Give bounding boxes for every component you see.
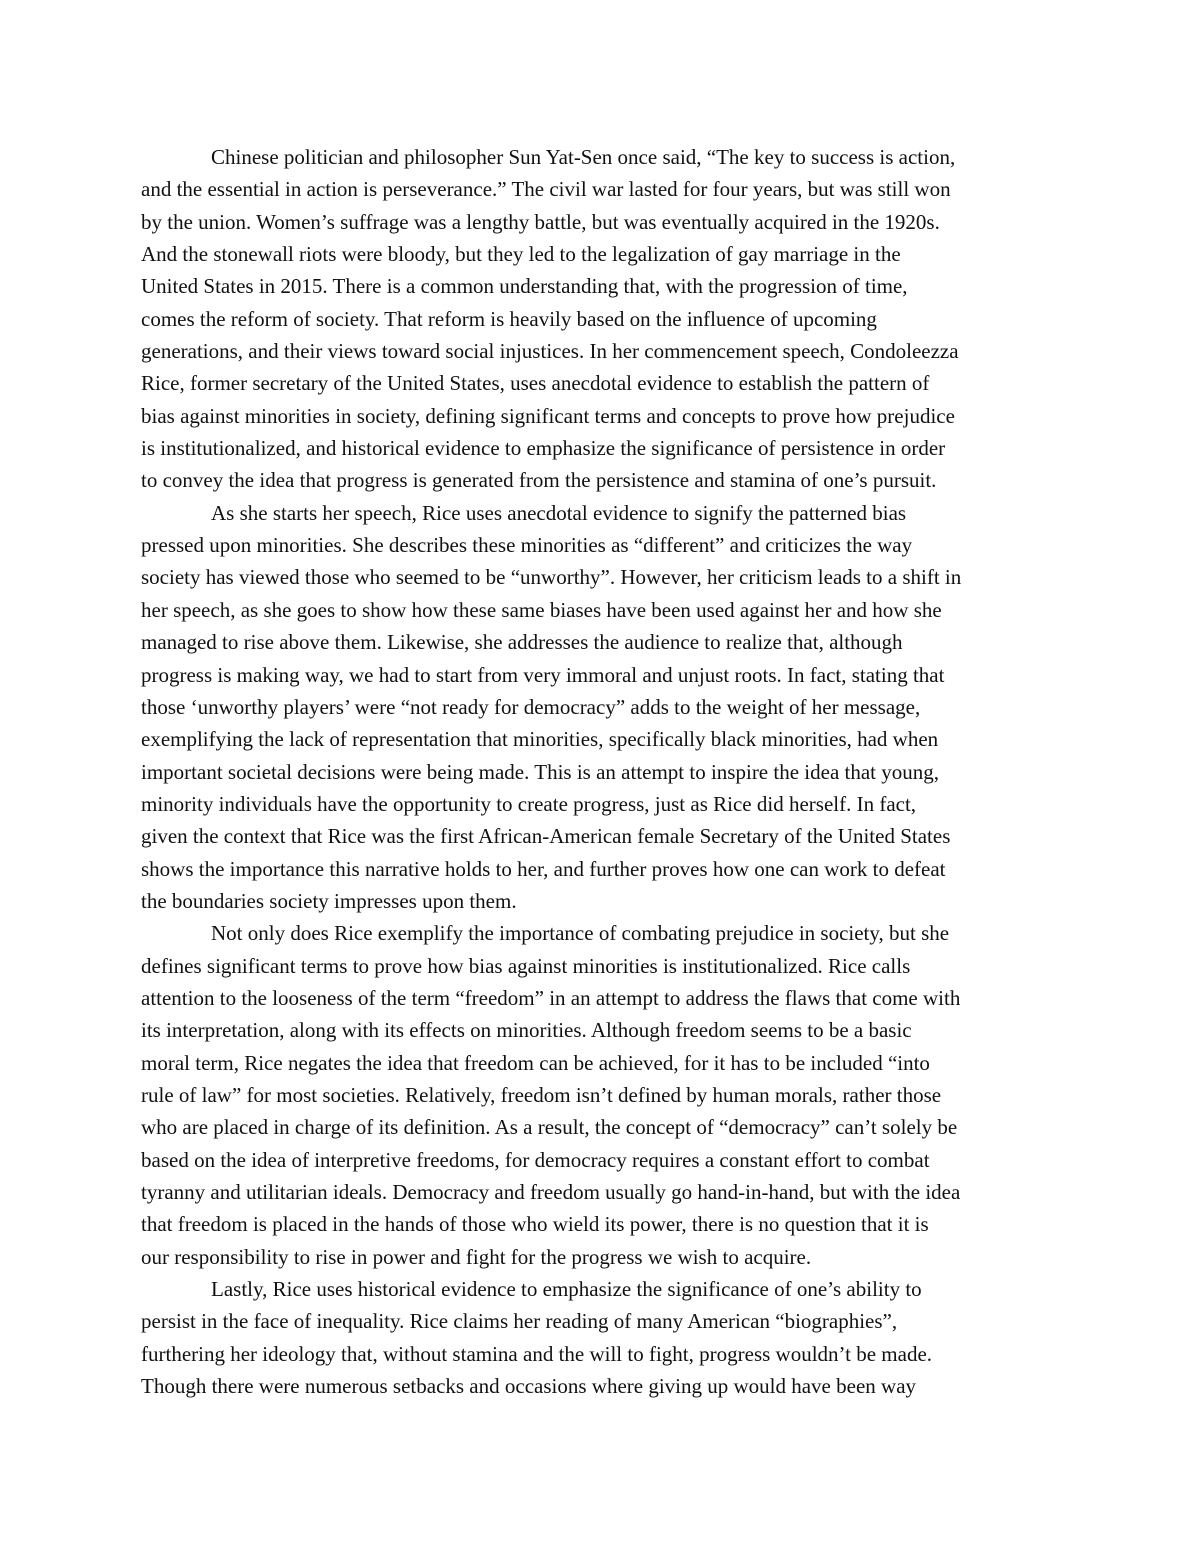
paragraph-first-line: As she starts her speech, Rice uses anecdotal evidence to signify the patterned bias	[211, 500, 907, 525]
text-line: furthering her ideology that, without stamina and the will to fight, progress wouldn’t be made.	[141, 1341, 933, 1366]
text-line: our responsibility to rise in power and fight for the progress we wish to acquire.	[141, 1244, 812, 1269]
text-line: based on the idea of interpretive freedoms, for democracy requires a constant effort to combat	[141, 1147, 930, 1172]
text-line: Rice, former secretary of the United States, uses anecdotal evidence to establish the pattern of	[141, 371, 930, 396]
text-line: And the stonewall riots were bloody, but they led to the legalization of gay marriage in the	[141, 242, 901, 267]
text-line: rule of law” for most societies. Relatively, freedom isn’t defined by human morals, rather those	[141, 1082, 942, 1107]
text-line: pressed upon minorities. She describes these minorities as “different” and criticizes the way	[141, 533, 913, 558]
text-line: United States in 2015. There is a common understanding that, with the progression of time,	[141, 274, 908, 299]
text-line: that freedom is placed in the hands of those who wield its power, there is no question that it is	[141, 1212, 929, 1237]
text-line: her speech, as she goes to show how these same biases have been used against her and how she	[141, 597, 942, 622]
text-line: society has viewed those who seemed to be “unworthy”. However, her criticism leads to a shift in	[141, 565, 962, 590]
text-line: tyranny and utilitarian ideals. Democracy and freedom usually go hand-in-hand, but with the idea	[141, 1180, 961, 1204]
text-line: exemplifying the lack of representation that minorities, specifically black minorities, had when	[141, 727, 939, 752]
text-line: comes the reform of society. That reform is heavily based on the influence of upcoming	[141, 306, 877, 331]
text-line: its interpretation, along with its effects on minorities. Although freedom seems to be a basic	[141, 1018, 912, 1043]
text-line: moral term, Rice negates the idea that freedom can be achieved, for it has to be included “into	[141, 1050, 930, 1075]
paragraph-first-line: Lastly, Rice uses historical evidence to emphasize the significance of one’s ability to	[211, 1277, 922, 1302]
text-line: defines significant terms to prove how bias against minorities is institutionalized. Rice calls	[141, 953, 911, 978]
text-line: who are placed in charge of its definition. As a result, the concept of “democracy” can’t solely be	[141, 1115, 958, 1140]
text-line: those ‘unworthy players’ were “not ready for democracy” adds to the weight of her message,	[141, 694, 921, 719]
text-line: by the union. Women’s suffrage was a lengthy battle, but was eventually acquired in the 1920s.	[141, 209, 940, 234]
text-line: progress is making way, we had to start from very immoral and unjust roots. In fact, stating that	[141, 662, 945, 687]
text-line: is institutionalized, and historical evidence to emphasize the significance of persistence in order	[141, 436, 946, 461]
text-line: important societal decisions were being made. This is an attempt to inspire the idea that young,	[141, 759, 939, 784]
essay-body	[141, 141, 1071, 1402]
text-line: managed to rise above them. Likewise, she addresses the audience to realize that, although	[141, 630, 903, 655]
text-line: bias against minorities in society, defining significant terms and concepts to prove how prejudice	[141, 403, 955, 428]
text-line: given the context that Rice was the first African-American female Secretary of the United States	[141, 824, 951, 849]
text-line: the boundaries society impresses upon them.	[141, 888, 517, 913]
text-line: attention to the looseness of the term “freedom” in an attempt to address the flaws that come with	[141, 985, 961, 1010]
paragraph-first-line: Chinese politician and philosopher Sun Yat-Sen once said, “The key to success is action,	[211, 145, 956, 169]
text-line: Though there were numerous setbacks and occasions where giving up would have been way	[141, 1374, 917, 1399]
text-line: generations, and their views toward social injustices. In her commencement speech, Condoleezza	[141, 339, 959, 364]
text-line: minority individuals have the opportunity to create progress, just as Rice did herself. In fact,	[141, 791, 917, 816]
text-line: to convey the idea that progress is generated from the persistence and stamina of one’s pursuit.	[141, 468, 937, 493]
text-line: persist in the face of inequality. Rice claims her reading of many American “biographies”,	[141, 1309, 898, 1334]
paragraph-first-line: Not only does Rice exemplify the importance of combating prejudice in society, but she	[211, 921, 950, 946]
text-line: and the essential in action is perseverance.” The civil war lasted for four years, but was still won	[141, 177, 951, 202]
text-line: shows the importance this narrative holds to her, and further proves how one can work to defeat	[141, 856, 946, 881]
